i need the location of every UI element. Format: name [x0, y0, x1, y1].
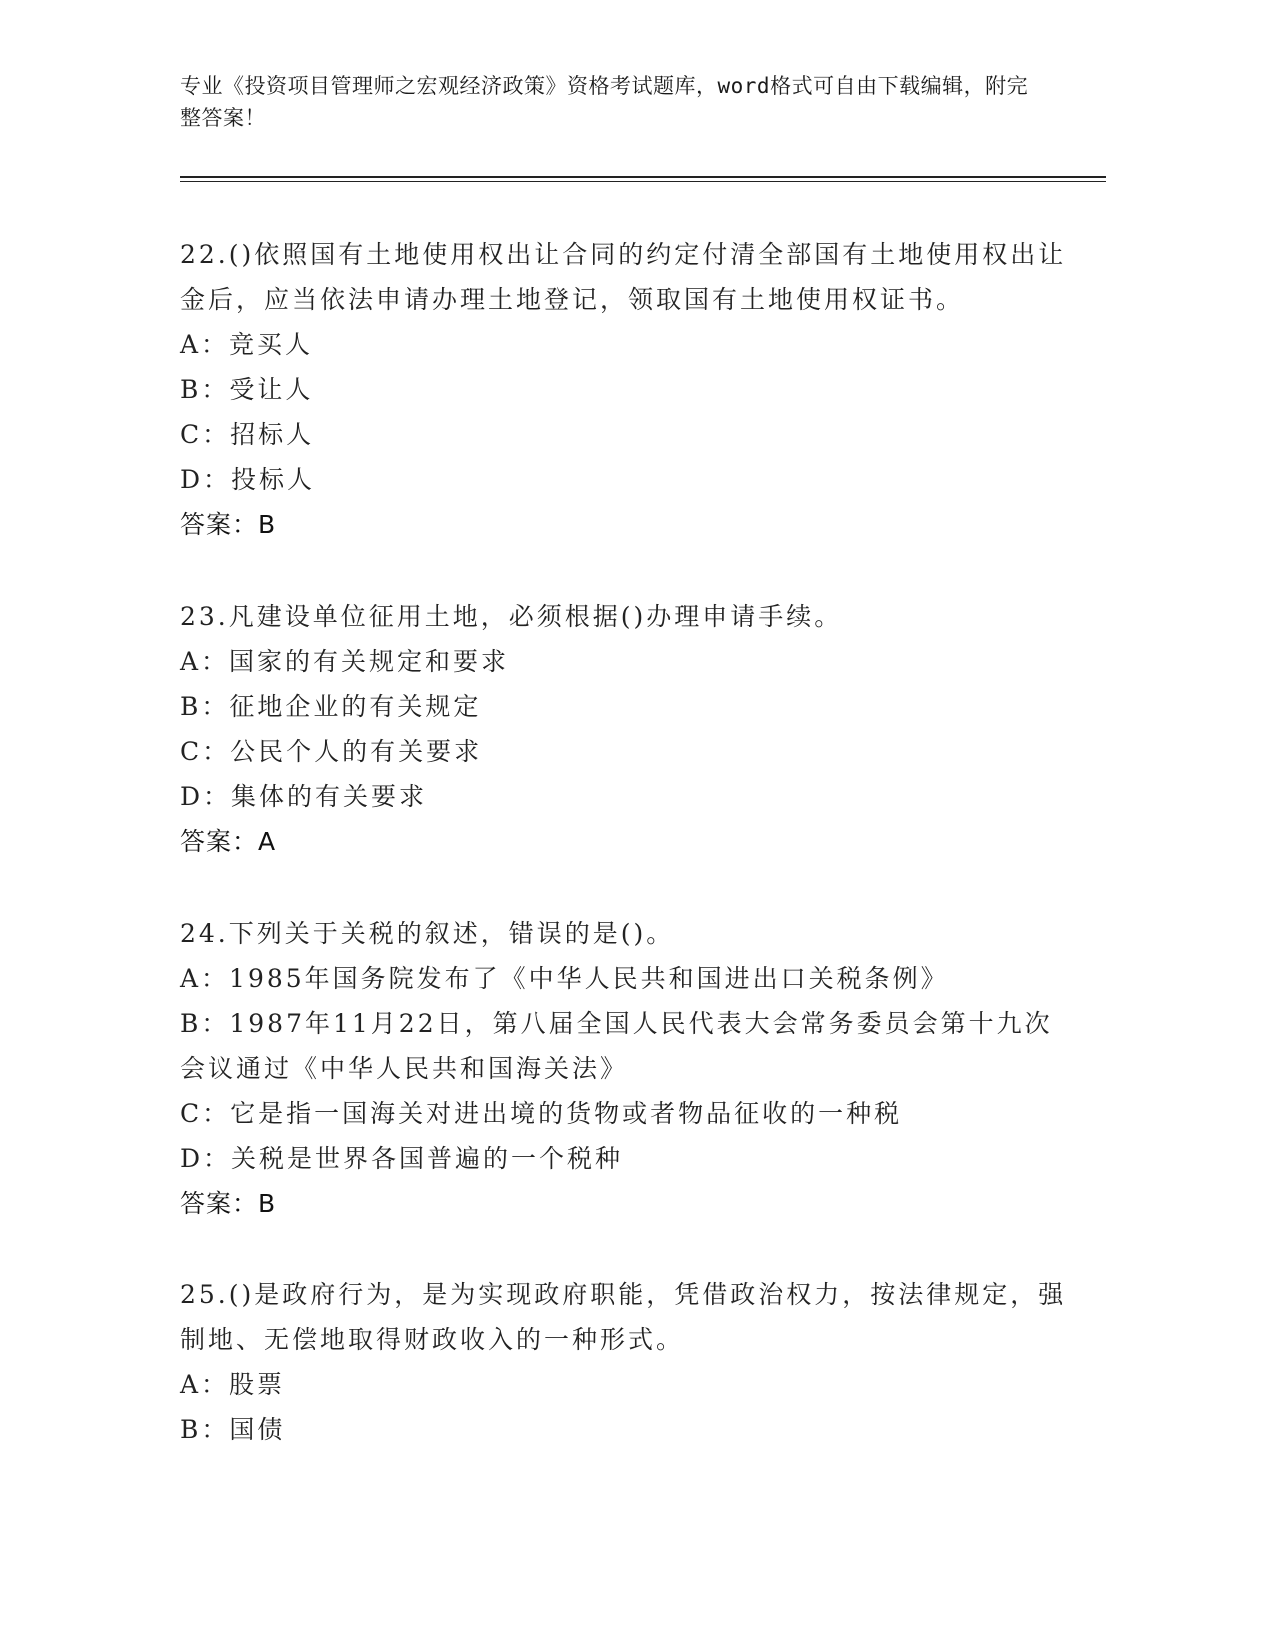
option-a: A：股票 [180, 1370, 286, 1399]
answer-label: 答案：A [180, 827, 277, 856]
option-a: A：国家的有关规定和要求 [180, 647, 510, 676]
option-d: D：投标人 [180, 465, 316, 494]
question-22 [180, 232, 1080, 547]
option-b: B：受让人 [180, 375, 314, 404]
option-c: C：招标人 [180, 420, 315, 449]
header-divider [180, 176, 1106, 178]
option-b: B：征地企业的有关规定 [180, 692, 482, 721]
document-header: 专业《投资项目管理师之宏观经济政策》资格考试题库，word格式可自由下载编辑，附完整答案！ [180, 74, 1029, 130]
question-stem: 25.()是政府行为，是为实现政府职能，凭借政治权力，按法律规定，强制地、无偿地取得财政收入的一种形式。 [180, 1280, 1067, 1354]
question-23 [180, 594, 1080, 864]
option-b: B：国债 [180, 1415, 286, 1444]
option-d: D：关税是世界各国普遍的一个税种 [180, 1144, 624, 1173]
answer-label: 答案：B [180, 510, 277, 539]
header-divider-thin [180, 181, 1106, 182]
question-25 [180, 1272, 1080, 1452]
question-24 [180, 911, 1080, 1226]
question-stem: 24.下列关于关税的叙述，错误的是()。 [180, 919, 675, 948]
option-c: C：公民个人的有关要求 [180, 737, 483, 766]
answer-label: 答案：B [180, 1189, 277, 1218]
option-a: A：1985年国务院发布了《中华人民共和国进出口关税条例》 [180, 964, 949, 993]
option-b: B：1987年11月22日，第八届全国人民代表大会常务委员会第十九次会议通过《中华人民共和国海关法》 [180, 1009, 1053, 1083]
option-c: C：它是指一国海关对进出境的货物或者物品征收的一种税 [180, 1099, 903, 1128]
question-stem: 23.凡建设单位征用土地，必须根据()办理申请手续。 [180, 602, 843, 631]
option-a: A：竞买人 [180, 330, 314, 359]
question-stem: 22.()依照国有土地使用权出让合同的约定付清全部国有土地使用权出让金后，应当依法申请办理土地登记，领取国有土地使用权证书。 [180, 240, 1067, 314]
option-d: D：集体的有关要求 [180, 782, 428, 811]
